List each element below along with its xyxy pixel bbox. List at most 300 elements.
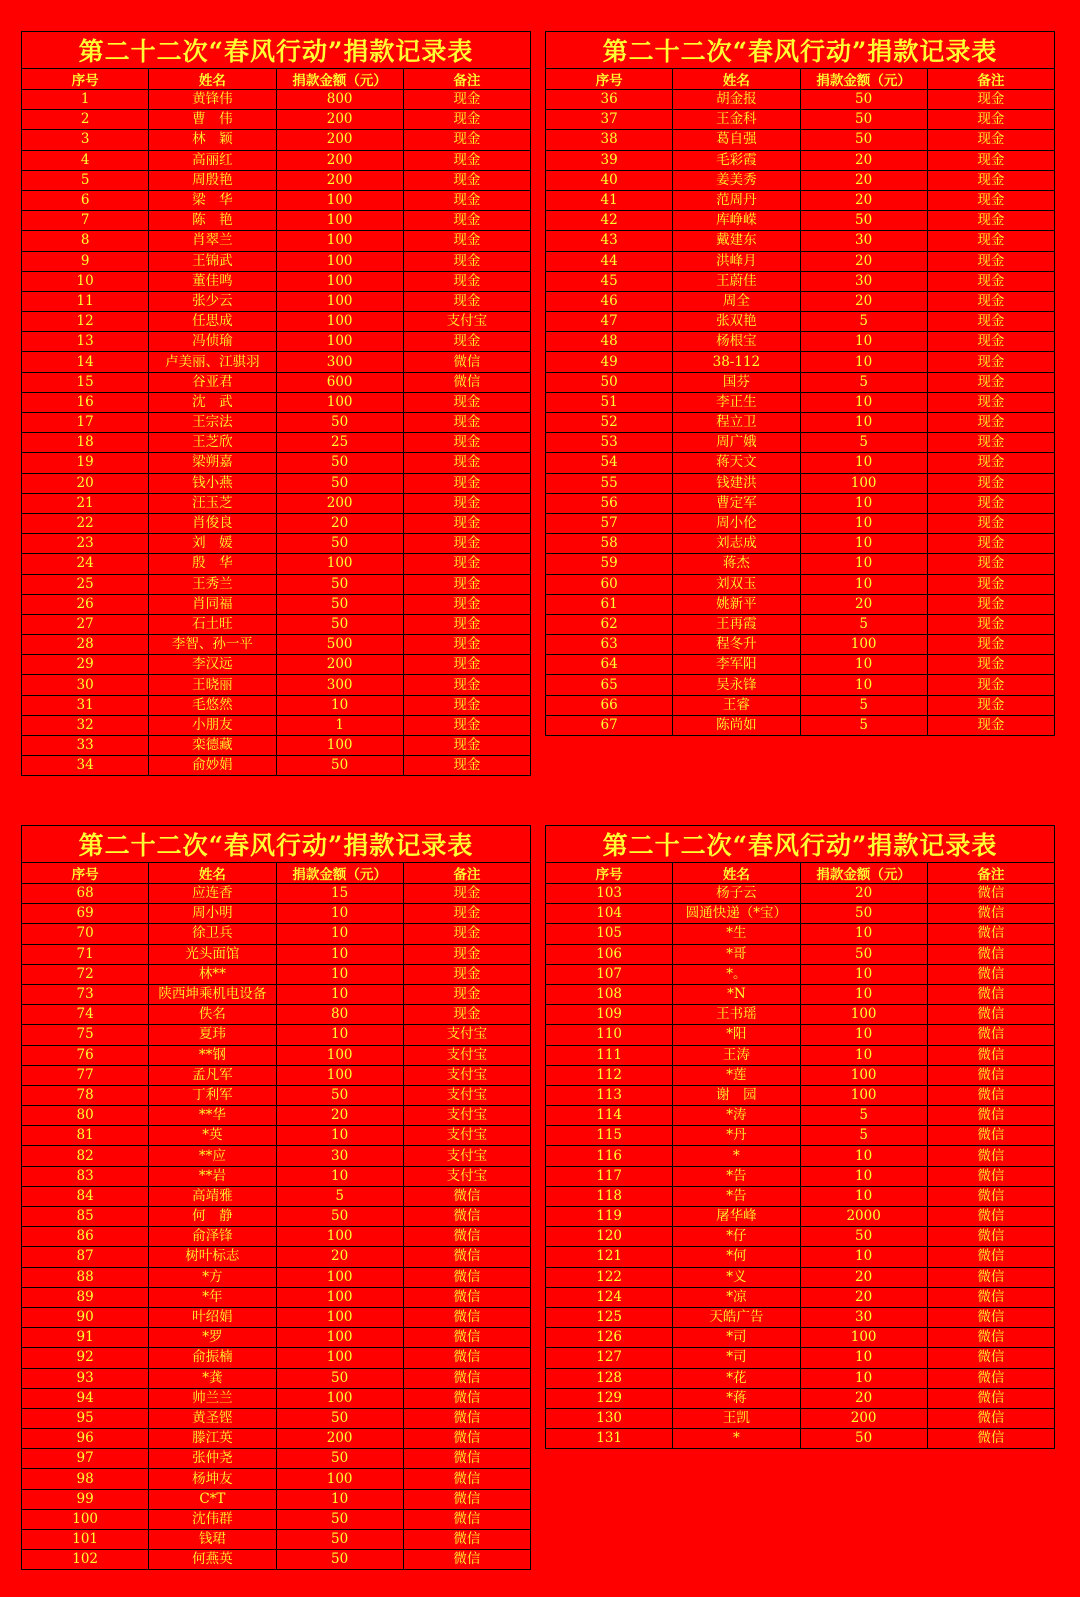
payment-method-cell: 现金	[403, 90, 530, 110]
donation-amount-cell: 100	[800, 1085, 927, 1105]
donation-amount-cell: 100	[276, 271, 403, 291]
table-row	[22, 715, 531, 735]
donor-name-cell: 梁朔嘉	[149, 453, 276, 473]
payment-method-cell: 现金	[403, 473, 530, 493]
payment-method-cell: 现金	[927, 635, 1054, 655]
table-header-row	[546, 863, 1055, 884]
donation-amount-cell: 200	[276, 150, 403, 170]
row-number-cell: 56	[546, 493, 673, 513]
donor-name-cell: 天皓广告	[673, 1307, 800, 1327]
donation-amount-cell: 10	[800, 1146, 927, 1166]
row-number-cell: 17	[22, 413, 149, 433]
donor-name-cell: 俞妙娟	[149, 756, 276, 776]
row-number-cell: 52	[546, 413, 673, 433]
donor-name-cell: 王金科	[673, 110, 800, 130]
row-number-cell: 77	[22, 1065, 149, 1085]
table-row	[546, 312, 1055, 332]
donation-amount-cell: 50	[800, 90, 927, 110]
donation-amount-cell: 50	[276, 756, 403, 776]
donation-amount-cell: 30	[800, 271, 927, 291]
row-number-cell: 20	[22, 473, 149, 493]
donor-name-cell: 周小伦	[673, 513, 800, 533]
donation-amount-cell: 100	[800, 1328, 927, 1348]
payment-method-cell: 微信	[927, 1368, 1054, 1388]
donation-amount-cell: 100	[276, 1287, 403, 1307]
table-row	[22, 1530, 531, 1550]
donor-name-cell: 胡金报	[673, 90, 800, 110]
donor-name-cell: 姜美秀	[673, 170, 800, 190]
payment-method-cell: 现金	[927, 473, 1054, 493]
donor-name-cell: 国芬	[673, 372, 800, 392]
row-number-cell: 54	[546, 453, 673, 473]
table-row	[22, 1469, 531, 1489]
payment-method-cell: 现金	[403, 904, 530, 924]
donation-amount-cell: 10	[800, 392, 927, 412]
payment-method-cell: 微信	[927, 924, 1054, 944]
donation-amount-cell: 100	[276, 1469, 403, 1489]
table-row	[546, 1106, 1055, 1126]
row-number-cell: 80	[22, 1106, 149, 1126]
table-row	[22, 675, 531, 695]
donation-amount-cell: 30	[276, 1146, 403, 1166]
row-number-cell: 24	[22, 554, 149, 574]
row-number-cell: 6	[22, 190, 149, 210]
donor-name-cell: 周殷艳	[149, 170, 276, 190]
payment-method-cell: 支付宝	[403, 1146, 530, 1166]
row-number-cell: 95	[22, 1408, 149, 1428]
table-row	[546, 1025, 1055, 1045]
donation-amount-cell: 5	[800, 1126, 927, 1146]
payment-method-cell: 现金	[403, 1005, 530, 1025]
table-row	[546, 1085, 1055, 1105]
donor-name-cell: 张仲尧	[149, 1449, 276, 1469]
donation-table-panel-1	[21, 31, 531, 776]
donation-amount-cell: 100	[276, 312, 403, 332]
row-number-cell: 103	[546, 884, 673, 904]
header-number: 序号	[546, 863, 673, 884]
donor-name-cell: 帅兰兰	[149, 1388, 276, 1408]
donor-name-cell: 汪玉芝	[149, 493, 276, 513]
table-row	[22, 1025, 531, 1045]
table-row	[546, 110, 1055, 130]
donor-name-cell: *莲	[673, 1065, 800, 1085]
payment-method-cell: 微信	[403, 1550, 530, 1570]
donor-name-cell: *年	[149, 1287, 276, 1307]
table-row	[22, 231, 531, 251]
row-number-cell: 73	[22, 984, 149, 1004]
donor-name-cell: 石土旺	[149, 614, 276, 634]
payment-method-cell: 现金	[927, 655, 1054, 675]
table-row	[546, 332, 1055, 352]
payment-method-cell: 微信	[927, 1106, 1054, 1126]
donation-amount-cell: 10	[800, 332, 927, 352]
donation-amount-cell: 5	[800, 614, 927, 634]
donation-amount-cell: 10	[276, 1166, 403, 1186]
donor-name-cell: **钢	[149, 1045, 276, 1065]
table-row	[546, 1005, 1055, 1025]
table-row	[546, 614, 1055, 634]
donation-table-panel-2	[545, 31, 1055, 736]
donation-amount-cell: 20	[800, 1388, 927, 1408]
table-row	[22, 150, 531, 170]
donation-amount-cell: 100	[276, 1227, 403, 1247]
table-row	[22, 904, 531, 924]
payment-method-cell: 微信	[927, 1328, 1054, 1348]
donor-name-cell: 小朋友	[149, 715, 276, 735]
row-number-cell: 45	[546, 271, 673, 291]
donor-name-cell: 钱珺	[149, 1530, 276, 1550]
donor-name-cell: 肖俊良	[149, 513, 276, 533]
table-row	[546, 635, 1055, 655]
payment-method-cell: 现金	[403, 594, 530, 614]
payment-method-cell: 现金	[403, 614, 530, 634]
donor-name-cell: *龚	[149, 1368, 276, 1388]
table-row	[22, 1267, 531, 1287]
donation-amount-cell: 20	[276, 513, 403, 533]
donor-name-cell: *仔	[673, 1227, 800, 1247]
table-row	[546, 944, 1055, 964]
donor-name-cell: 滕江英	[149, 1429, 276, 1449]
table-row	[22, 1227, 531, 1247]
row-number-cell: 32	[22, 715, 149, 735]
payment-method-cell: 微信	[403, 1489, 530, 1509]
payment-method-cell: 微信	[403, 1247, 530, 1267]
table-row	[22, 554, 531, 574]
donation-amount-cell: 10	[800, 1045, 927, 1065]
donor-name-cell: 何 静	[149, 1207, 276, 1227]
donation-amount-cell: 100	[276, 1388, 403, 1408]
donor-name-cell: 丁利军	[149, 1085, 276, 1105]
payment-method-cell: 现金	[403, 675, 530, 695]
row-number-cell: 100	[22, 1509, 149, 1529]
table-row	[546, 513, 1055, 533]
donor-name-cell: 肖同福	[149, 594, 276, 614]
row-number-cell: 58	[546, 534, 673, 554]
table-row	[22, 1429, 531, 1449]
table-row	[546, 130, 1055, 150]
table-row	[546, 231, 1055, 251]
table-row	[546, 655, 1055, 675]
row-number-cell: 22	[22, 513, 149, 533]
donation-amount-cell: 5	[800, 715, 927, 735]
table-row	[546, 1408, 1055, 1428]
table-row	[22, 635, 531, 655]
table-row	[546, 352, 1055, 372]
header-name: 姓名	[149, 863, 276, 884]
donation-amount-cell: 100	[276, 231, 403, 251]
row-number-cell: 21	[22, 493, 149, 513]
donor-name-cell: 洪峰月	[673, 251, 800, 271]
row-number-cell: 46	[546, 291, 673, 311]
payment-method-cell: 现金	[927, 312, 1054, 332]
row-number-cell: 86	[22, 1227, 149, 1247]
payment-method-cell: 现金	[403, 170, 530, 190]
table-row	[546, 493, 1055, 513]
donation-amount-cell: 20	[800, 1287, 927, 1307]
row-number-cell: 76	[22, 1045, 149, 1065]
row-number-cell: 121	[546, 1247, 673, 1267]
table-row	[22, 291, 531, 311]
payment-method-cell: 微信	[927, 1065, 1054, 1085]
payment-method-cell: 现金	[403, 756, 530, 776]
payment-method-cell: 微信	[403, 1530, 530, 1550]
table-title: 第二十二次“春风行动”捐款记录表	[22, 32, 531, 69]
donor-name-cell: 姚新平	[673, 594, 800, 614]
row-number-cell: 63	[546, 635, 673, 655]
table-row	[22, 1328, 531, 1348]
table-row	[22, 1005, 531, 1025]
table-row	[22, 211, 531, 231]
donor-name-cell: 夏玮	[149, 1025, 276, 1045]
table-row	[22, 964, 531, 984]
donor-name-cell: 周广娥	[673, 433, 800, 453]
donation-amount-cell: 100	[276, 736, 403, 756]
donation-amount-cell: 300	[276, 675, 403, 695]
table-row	[546, 715, 1055, 735]
header-name: 姓名	[149, 69, 276, 90]
row-number-cell: 30	[22, 675, 149, 695]
donation-amount-cell: 10	[276, 1126, 403, 1146]
header-name: 姓名	[673, 69, 800, 90]
donation-amount-cell: 80	[276, 1005, 403, 1025]
row-number-cell: 127	[546, 1348, 673, 1368]
table-row	[546, 1247, 1055, 1267]
donor-name-cell: 钱小燕	[149, 473, 276, 493]
donor-name-cell: 刘 媛	[149, 534, 276, 554]
payment-method-cell: 现金	[927, 291, 1054, 311]
donation-amount-cell: 10	[276, 944, 403, 964]
table-row	[546, 1368, 1055, 1388]
row-number-cell: 55	[546, 473, 673, 493]
payment-method-cell: 现金	[403, 251, 530, 271]
row-number-cell: 9	[22, 251, 149, 271]
donation-amount-cell: 100	[276, 554, 403, 574]
donation-amount-cell: 10	[800, 352, 927, 372]
donor-name-cell: 李军阳	[673, 655, 800, 675]
table-row	[22, 130, 531, 150]
donor-name-cell: *	[673, 1429, 800, 1449]
payment-method-cell: 微信	[927, 1025, 1054, 1045]
donation-amount-cell: 300	[276, 352, 403, 372]
donation-amount-cell: 10	[800, 513, 927, 533]
row-number-cell: 12	[22, 312, 149, 332]
header-number: 序号	[22, 863, 149, 884]
donor-name-cell: 王蔚佳	[673, 271, 800, 291]
table-row	[546, 1207, 1055, 1227]
table-row	[546, 90, 1055, 110]
payment-method-cell: 现金	[927, 392, 1054, 412]
payment-method-cell: 微信	[927, 944, 1054, 964]
table-title: 第二十二次“春风行动”捐款记录表	[546, 32, 1055, 69]
payment-method-cell: 微信	[927, 1287, 1054, 1307]
donor-name-cell: 杨子云	[673, 884, 800, 904]
donation-amount-cell: 50	[276, 1509, 403, 1529]
table-row	[22, 271, 531, 291]
donor-name-cell: 钱建洪	[673, 473, 800, 493]
row-number-cell: 67	[546, 715, 673, 735]
table-row	[22, 736, 531, 756]
payment-method-cell: 微信	[403, 1449, 530, 1469]
payment-method-cell: 现金	[927, 715, 1054, 735]
donor-name-cell: 杨根宝	[673, 332, 800, 352]
donation-amount-cell: 100	[276, 291, 403, 311]
donor-name-cell: 库峥嵘	[673, 211, 800, 231]
payment-method-cell: 现金	[403, 493, 530, 513]
row-number-cell: 50	[546, 372, 673, 392]
table-row	[546, 594, 1055, 614]
payment-method-cell: 现金	[927, 110, 1054, 130]
payment-method-cell: 支付宝	[403, 1065, 530, 1085]
row-number-cell: 66	[546, 695, 673, 715]
row-number-cell: 91	[22, 1328, 149, 1348]
donor-name-cell: 殷 华	[149, 554, 276, 574]
donation-amount-cell: 10	[276, 964, 403, 984]
donation-amount-cell: 50	[276, 574, 403, 594]
row-number-cell: 37	[546, 110, 673, 130]
donor-name-cell: *N	[673, 984, 800, 1004]
table-row	[22, 1106, 531, 1126]
payment-method-cell: 微信	[927, 1388, 1054, 1408]
payment-method-cell: 微信	[927, 1408, 1054, 1428]
table-row	[546, 574, 1055, 594]
payment-method-cell: 现金	[403, 554, 530, 574]
payment-method-cell: 微信	[403, 1267, 530, 1287]
donor-name-cell: *告	[673, 1186, 800, 1206]
donor-name-cell: *。	[673, 964, 800, 984]
donation-amount-cell: 20	[800, 251, 927, 271]
row-number-cell: 59	[546, 554, 673, 574]
donor-name-cell: 徐卫兵	[149, 924, 276, 944]
donation-amount-cell: 2000	[800, 1207, 927, 1227]
row-number-cell: 119	[546, 1207, 673, 1227]
payment-method-cell: 现金	[403, 130, 530, 150]
row-number-cell: 40	[546, 170, 673, 190]
donation-amount-cell: 10	[276, 1025, 403, 1045]
payment-method-cell: 微信	[403, 1307, 530, 1327]
table-row	[22, 534, 531, 554]
donor-name-cell: 张双艳	[673, 312, 800, 332]
donation-amount-cell: 100	[276, 392, 403, 412]
payment-method-cell: 现金	[927, 493, 1054, 513]
row-number-cell: 51	[546, 392, 673, 412]
row-number-cell: 1	[22, 90, 149, 110]
table-row	[546, 1126, 1055, 1146]
payment-method-cell: 现金	[927, 453, 1054, 473]
donation-amount-cell: 10	[800, 1368, 927, 1388]
row-number-cell: 26	[22, 594, 149, 614]
donation-amount-cell: 100	[800, 473, 927, 493]
table-title-row	[546, 32, 1055, 69]
table-row	[546, 1227, 1055, 1247]
row-number-cell: 36	[546, 90, 673, 110]
donor-name-cell: 吴永锋	[673, 675, 800, 695]
payment-method-cell: 现金	[403, 392, 530, 412]
row-number-cell: 128	[546, 1368, 673, 1388]
donor-name-cell: 葛自强	[673, 130, 800, 150]
donation-amount-cell: 10	[800, 534, 927, 554]
row-number-cell: 87	[22, 1247, 149, 1267]
donation-amount-cell: 5	[800, 1106, 927, 1126]
donor-name-cell: 树叶标志	[149, 1247, 276, 1267]
payment-method-cell: 微信	[403, 1509, 530, 1529]
header-amount: 捐款金额（元）	[800, 69, 927, 90]
row-number-cell: 27	[22, 614, 149, 634]
payment-method-cell: 微信	[403, 1408, 530, 1428]
donor-name-cell: 刘双玉	[673, 574, 800, 594]
row-number-cell: 75	[22, 1025, 149, 1045]
header-amount: 捐款金额（元）	[276, 69, 403, 90]
row-number-cell: 41	[546, 190, 673, 210]
table-row	[22, 312, 531, 332]
donation-amount-cell: 10	[800, 1186, 927, 1206]
donation-amount-cell: 200	[276, 493, 403, 513]
payment-method-cell: 微信	[403, 1348, 530, 1368]
table-row	[546, 924, 1055, 944]
header-number: 序号	[546, 69, 673, 90]
donor-name-cell: 屠华峰	[673, 1207, 800, 1227]
row-number-cell: 13	[22, 332, 149, 352]
row-number-cell: 11	[22, 291, 149, 311]
donation-amount-cell: 15	[276, 884, 403, 904]
row-number-cell: 49	[546, 352, 673, 372]
donor-name-cell: 杨坤友	[149, 1469, 276, 1489]
table-row	[546, 413, 1055, 433]
donor-name-cell: 张少云	[149, 291, 276, 311]
table-row	[546, 964, 1055, 984]
donor-name-cell: 蒋天文	[673, 453, 800, 473]
row-number-cell: 111	[546, 1045, 673, 1065]
donor-name-cell: 董佳鸣	[149, 271, 276, 291]
payment-method-cell: 微信	[403, 1227, 530, 1247]
donor-name-cell: *罗	[149, 1328, 276, 1348]
row-number-cell: 115	[546, 1126, 673, 1146]
table-row	[546, 1146, 1055, 1166]
payment-method-cell: 现金	[927, 352, 1054, 372]
donor-name-cell: 叶绍娟	[149, 1307, 276, 1327]
payment-method-cell: 现金	[927, 231, 1054, 251]
payment-method-cell: 微信	[927, 1267, 1054, 1287]
donation-table-panel-3	[21, 825, 531, 1570]
payment-method-cell: 支付宝	[403, 1106, 530, 1126]
payment-method-cell: 现金	[403, 231, 530, 251]
donor-name-cell: 毛彩霞	[673, 150, 800, 170]
table-row	[22, 352, 531, 372]
donation-amount-cell: 100	[276, 1065, 403, 1085]
table-row	[546, 884, 1055, 904]
donation-amount-cell: 50	[800, 944, 927, 964]
table-row	[22, 1186, 531, 1206]
payment-method-cell: 现金	[927, 594, 1054, 614]
row-number-cell: 112	[546, 1065, 673, 1085]
payment-method-cell: 现金	[403, 332, 530, 352]
table-row	[22, 1489, 531, 1509]
donor-name-cell: 冯侦瑜	[149, 332, 276, 352]
row-number-cell: 74	[22, 1005, 149, 1025]
row-number-cell: 118	[546, 1186, 673, 1206]
table-row	[22, 1348, 531, 1368]
row-number-cell: 34	[22, 756, 149, 776]
donor-name-cell: 李正生	[673, 392, 800, 412]
donation-amount-cell: 10	[276, 904, 403, 924]
donor-name-cell: 谢 园	[673, 1085, 800, 1105]
donation-amount-cell: 20	[800, 1267, 927, 1287]
table-row	[22, 110, 531, 130]
payment-method-cell: 现金	[927, 332, 1054, 352]
row-number-cell: 125	[546, 1307, 673, 1327]
payment-method-cell: 微信	[927, 1186, 1054, 1206]
donor-name-cell: 何燕英	[149, 1550, 276, 1570]
donation-amount-cell: 50	[276, 1449, 403, 1469]
